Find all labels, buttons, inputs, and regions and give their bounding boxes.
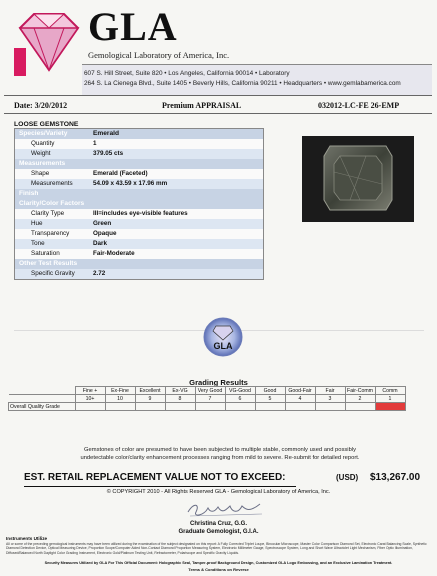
grade-row-spacer (9, 387, 76, 395)
report-number: 032012-LC-FE 26-EMP (318, 101, 400, 110)
tone-row: Tone Dark (15, 239, 263, 249)
report-type: Premium APPRAISAL (162, 101, 242, 110)
svg-text:GLA: GLA (213, 341, 233, 351)
gemstone-photo (302, 136, 414, 222)
grade-label: Comm (375, 387, 405, 395)
specific-gravity-row: Specific Gravity 2.72 (15, 269, 263, 279)
treatment-note: Gemstones of color are presumed to have been subjected to multiple stable, commonly used and possibly undetectable color/clarity enhancement processes ranging from mild to severe. Re-submit for detailed report. (80, 447, 360, 461)
grade-number: 1 (375, 395, 405, 403)
gem-details-table (14, 128, 264, 280)
grade-label: Ex-Fine (105, 387, 135, 395)
grade-label: Excellent (135, 387, 165, 395)
grade-label: VG-Good (225, 387, 255, 395)
grade-cell (345, 403, 375, 411)
grade-cell (195, 403, 225, 411)
valuation-underline (24, 486, 296, 487)
grade-label: Good-Fair (285, 387, 315, 395)
species-band: Species/Variety Emerald (15, 129, 263, 139)
signer-name: Christina Cruz, G.G. (189, 521, 247, 527)
instruments-text: All or some of the preceding gemological instruments may have been utilized during the examination of the subject designated on this report: A Fully Corrected Triplet Loupe, Binocular Microscope, Master Color Comparison Diamond Set, Electronic Carat Balancing Scale, Synthetic Diamond Detection Device, Optical Measuring Device, Proportion Scope/Computer Aided Non-Contact Diamond Proportion Measuring System, Electronic Millimeter Gauge, Spectroscope System, Long and Short Wave Ultraviolet Light Mechanism, Fiber Optic Illumination, Diffused/Balanced North Daylight Color Grading Instrument, Electronic Gold/Platinum Testing Unit, Refractometer, Polariscope and Specific Gravity Liquids. (6, 542, 427, 555)
divider (4, 113, 432, 114)
transparency-row: Transparency Opaque (15, 229, 263, 239)
instruments-heading: Instruments Utilize (6, 536, 48, 541)
terms-note: Terms & Conditions on Reverse (188, 567, 249, 572)
valuation-label: EST. RETAIL REPLACEMENT VALUE NOT TO EXCEED: (24, 472, 286, 483)
grading-table (8, 386, 406, 411)
divider (4, 95, 432, 96)
overall-quality-label: Overall Quality Grade (9, 403, 76, 411)
grade-number: 6 (225, 395, 255, 403)
hue-row: Hue Green (15, 219, 263, 229)
grade-names-row (9, 387, 406, 395)
measurements-row: Measurements 54.09 x 43.59 x 17.96 mm (15, 179, 263, 189)
logo-text: GLA (88, 4, 178, 49)
grade-label: Good (255, 387, 285, 395)
security-note: Security Measures Utilized by GLA For This Official Document: Holographic Seal, Tamper-proof Background Design, Customized GLA Logo Embossing, and an Exclusive Lamination Treatment. (44, 561, 393, 565)
lab-name: Gemological Laboratory of America, Inc. (88, 50, 230, 60)
grade-cell (225, 403, 255, 411)
grade-number: 4 (285, 395, 315, 403)
grade-cell (315, 403, 345, 411)
weight-row: Weight 379.05 cts (15, 149, 263, 159)
signature-image (180, 498, 270, 520)
clarity-band: Clarity/Color Factors (15, 199, 263, 209)
grade-number: 10+ (75, 395, 105, 403)
finish-band: Finish (15, 189, 263, 199)
signer-title: Graduate Gemologist, G.I.A. (178, 529, 259, 535)
valuation-currency: (USD) (336, 473, 359, 482)
grade-number: 3 (315, 395, 345, 403)
grade-cell (135, 403, 165, 411)
clarity-row: Clarity Type III=includes eye-visible features (15, 209, 263, 219)
grade-label: Fair-Comm (345, 387, 375, 395)
grade-cell (105, 403, 135, 411)
grade-number: 7 (195, 395, 225, 403)
grade-label: Fair (315, 387, 345, 395)
grade-number: 2 (345, 395, 375, 403)
grade-label: Fine + (75, 387, 105, 395)
grade-label: Ex-VG (165, 387, 195, 395)
gem-heading: LOOSE GEMSTONE (14, 121, 79, 128)
diamond-logo-icon (14, 8, 84, 78)
grade-cell (75, 403, 105, 411)
grade-cell (165, 403, 195, 411)
overall-quality-row (9, 403, 406, 411)
grade-numbers-row (9, 395, 406, 403)
other-tests-band: Other Test Results (15, 259, 263, 269)
grading-title: Grading Results (189, 378, 248, 387)
grade-cell (255, 403, 285, 411)
grade-number: 8 (165, 395, 195, 403)
grade-row-spacer (9, 395, 76, 403)
saturation-row: Saturation Fair-Moderate (15, 249, 263, 259)
valuation-amount: $13,267.00 (370, 472, 421, 483)
grade-number: 10 (105, 395, 135, 403)
address-line-2: 264 S. La Cienega Blvd., Suite 1405 • Beverly Hills, California 90211 • Headquarters • www.gemlabamerica.com (84, 80, 401, 87)
report-date: Date: 3/20/2012 (14, 101, 68, 110)
shape-row: Shape Emerald (Faceted) (15, 169, 263, 179)
holographic-seal-icon (203, 316, 243, 358)
copyright: © COPYRIGHT 2010 - All Rights Reserved GLA - Gemological Laboratory of America, Inc. (106, 489, 331, 495)
emerald-stone-image (320, 142, 396, 214)
species-value: Emerald (93, 130, 120, 137)
address-line-1: 607 S. Hill Street, Suite 820 • Los Angeles, California 90014 • Laboratory (84, 70, 290, 77)
selected-grade-cell (375, 403, 405, 411)
grade-number: 5 (255, 395, 285, 403)
measurements-band: Measurements (15, 159, 263, 169)
grade-cell (285, 403, 315, 411)
grade-number: 9 (135, 395, 165, 403)
grade-label: Very Good (195, 387, 225, 395)
quantity-row: Quantity 1 (15, 139, 263, 149)
